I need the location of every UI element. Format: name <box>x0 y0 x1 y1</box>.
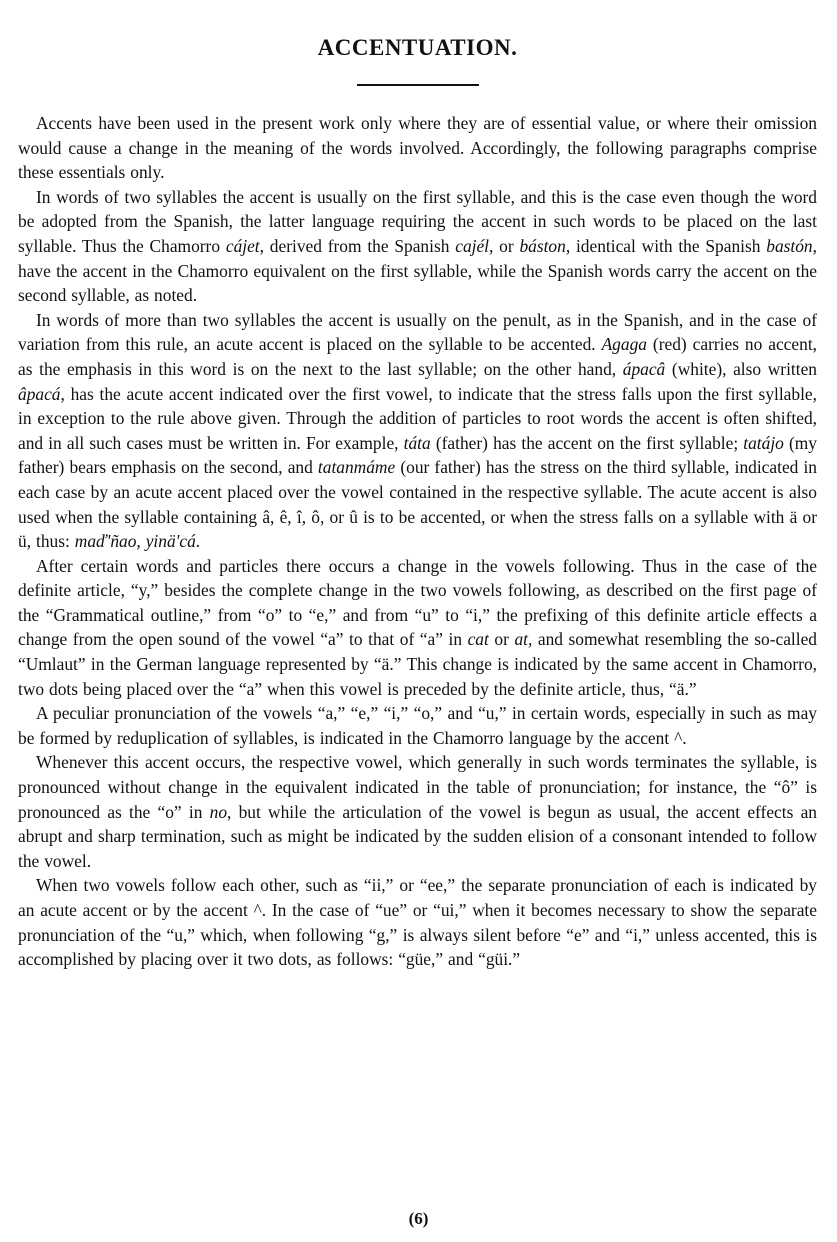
paragraph-5: A peculiar pronunciation of the vowels “a,” “e,” “i,” “o,” and “u,” in certain words, especially in such as may be formed by reduplication of syllables, is indicated in the Chamorro language by the accent ^. <box>18 703 817 748</box>
paragraph-3: In words of more than two syllables the accent is usually on the penult, as in the Spanish, and in the case of variation from this rule, an acute accent is placed on the syllable to be accented. Agaga (red) carries no accent, as the emphasis in this word is on the next to the last syllable; on the other hand, ápacâ (white), also written âpacá, has the acute accent indicated over the first vowel, to indicate that the stress falls upon the first syllable, in exception to the rule above given. Through the addition of particles to root words the accent is often shifted, and in all such cases must be written in. For example, táta (father) has the accent on the first syllable; tatájo (my father) bears emphasis on the second, and tatanmáme (our father) has the stress on the third syllable, indicated in each case by an acute accent placed over the vowel contained in the respective syllable. The acute accent is also used when the syllable containing â, ê, î, ô, or û is to be accented, or when the stress falls on a syllable with ä or ü, thus: maď'ñao, yinä'cá. <box>18 309 818 552</box>
paragraph-4: After certain words and particles there occurs a change in the vowels following. Thus in the case of the definite article, “y,” besides the complete change in the two vowels following, as described on the first page of the “Grammatical outline,” from “o” to “e,” and from “u” to “i,” the prefixing of this definite article effects a change from the open sound of the vowel “a” to that of “a” in cat or at, and somewhat resembling the so-called “Umlaut” in the German language represented by “ä.” This change is indicated by the same accent in Chamorro, two dots being placed over the “a” when this vowel is preceded by the definite article, thus, “ä.” <box>18 555 818 699</box>
page-number: (6) <box>408 1209 429 1228</box>
page-title: ACCENTUATION. <box>317 35 518 60</box>
title-rule <box>357 84 479 86</box>
paragraph-1: Accents have been used in the present work only where they are of essential value, or where their omission would cause a change in the meaning of the words involved. Accordingly, the following paragraphs comprise these essentials only. <box>18 113 817 183</box>
paragraph-7: When two vowels follow each other, such as “ii,” or “ee,” the separate pronunciation of each is indicated by an acute accent or by the accent ^. In the case of “ue” or “ui,” when it becomes necessary to show the separate pronunciation of the “u,” which, when following “g,” is always silent before “e” and “i,” unless accented, this is accomplished by placing over it two dots, as follows: “güe,” and “güi.” <box>18 875 817 970</box>
paragraph-6: Whenever this accent occurs, the respective vowel, which generally in such words terminates the syllable, is pronounced without change in the equivalent indicated in the table of pronunciation; for instance, the “ô” is pronounced as the “o” in no, but while the articulation of the vowel is begun as usual, the accent effects an abrupt and sharp termination, such as might be indicated by the sudden elision of a consonant intended to follow the vowel. <box>18 752 817 871</box>
body-text <box>18 111 817 972</box>
paragraph-2: In words of two syllables the accent is usually on the first syllable, and this is the case even though the word be adopted from the Spanish, the latter language requiring the accent in such words to be placed on the last syllable. Thus the Chamorro cájet, derived from the Spanish cajél, or báston, identical with the Spanish bastón, have the accent in the Chamorro equivalent on the first syllable, while the Spanish words carry the accent on the second syllable, as noted. <box>18 186 817 306</box>
